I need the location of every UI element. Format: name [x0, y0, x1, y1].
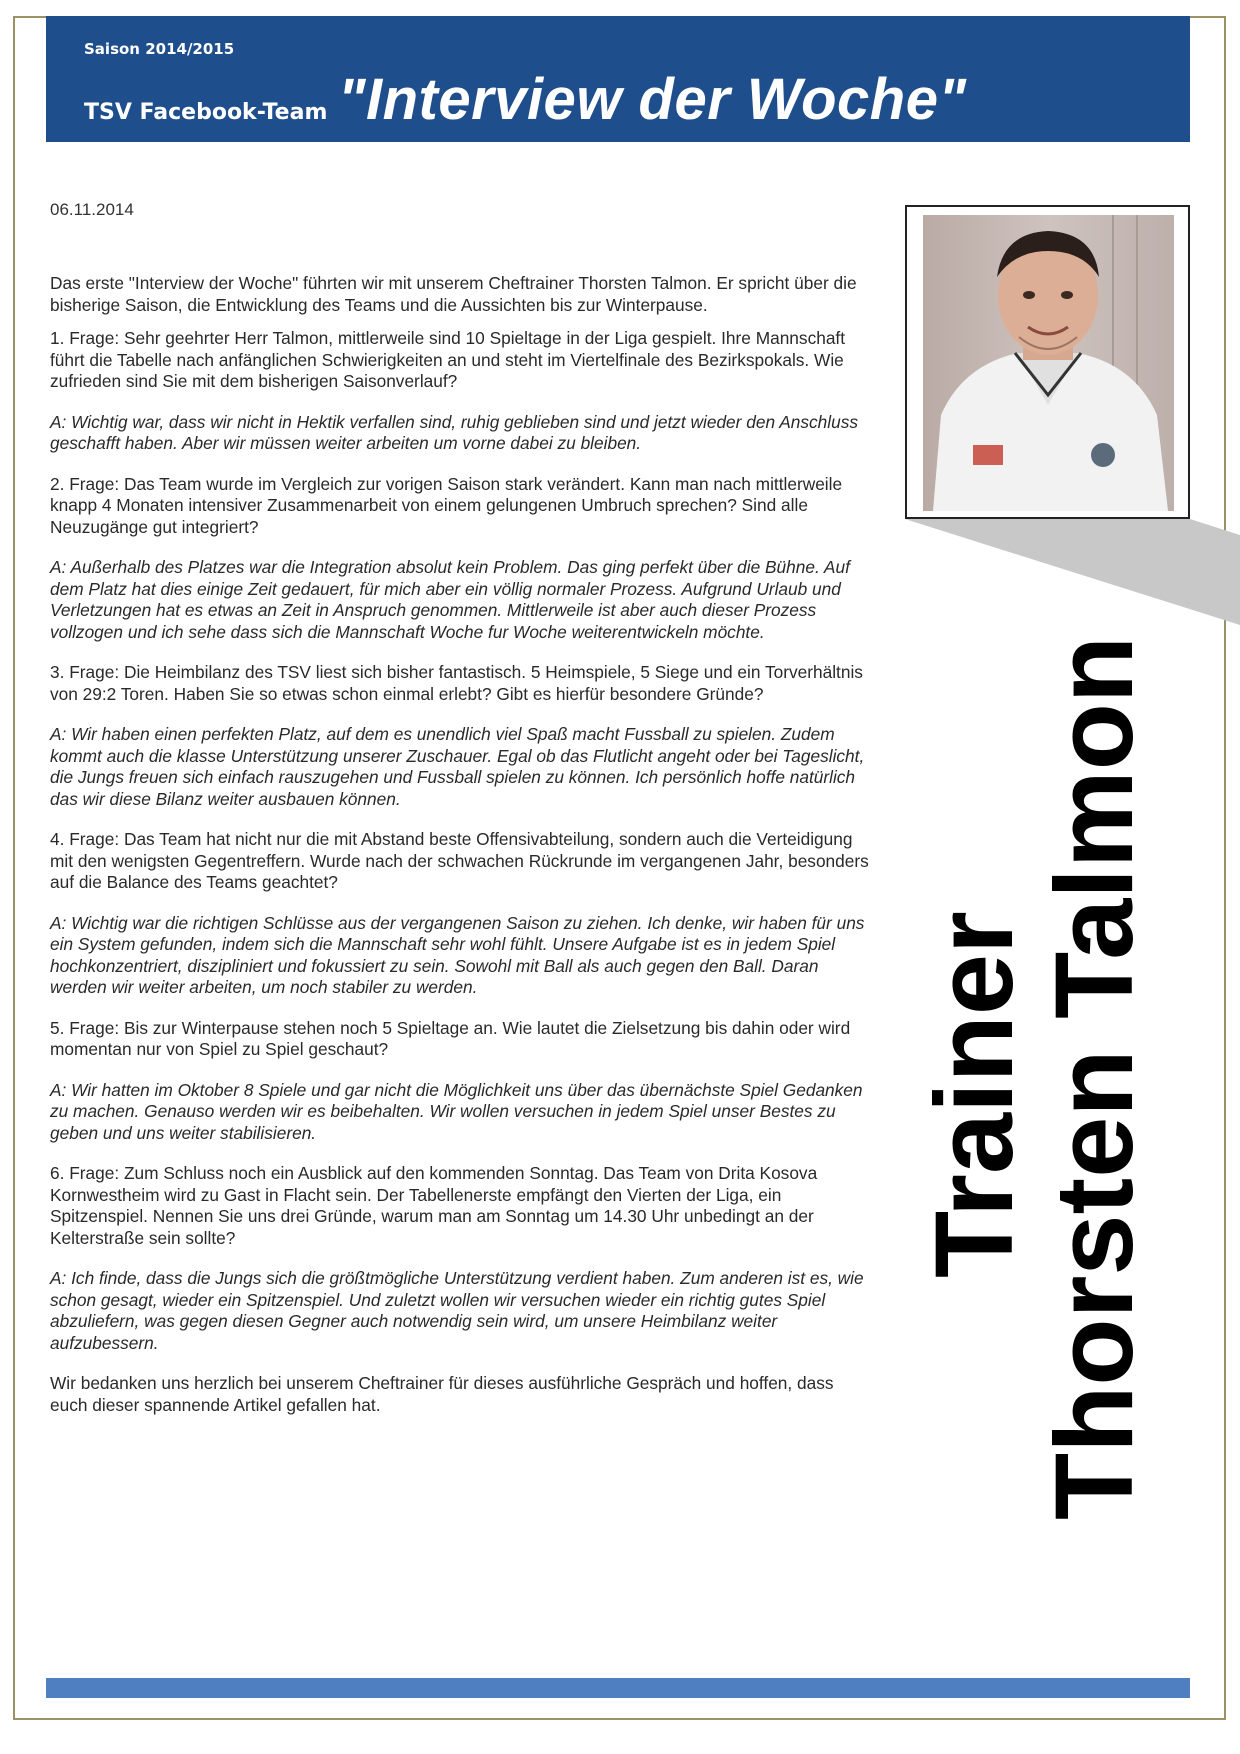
portrait-photo	[923, 215, 1174, 511]
article-intro: Das erste "Interview der Woche" führten wir mit unserem Cheftrainer Thorsten Talmon. Er spricht über die bisherige Saison, die Entwicklung des Teams und die Aussichten bis zur Winterpause.	[50, 273, 857, 315]
answer-4: A: Wichtig war die richtigen Schlüsse aus der vergangenen Saison zu ziehen. Ich denke, wir haben für uns ein System gefunden, indem sich die Mannschaft sehr wohl fühlt. Unsere Aufgabe ist es in jedem Spiel hochkonzentriert, diszipliniert und fokussiert zu sein. Sowohl mit Ball als auch gegen den Ball. Daran werden wir weiter arbeiten, um noch stabiler zu werden.	[50, 912, 865, 997]
article-date: 06.11.2014	[50, 200, 134, 219]
question-6: 6. Frage: Zum Schluss noch ein Ausblick auf den kommenden Sonntag. Das Team von Drita Kosova Kornwestheim wird zu Gast in Flacht sein. Der Tabellenerste empfängt den Vierten der Liga, ein Spitzenspiel. Nennen Sie uns drei Gründe, warum man am Sonntag um 14.30 Uhr unbedingt an der Kelterstraße sein sollte?	[50, 1163, 818, 1248]
answer-3: A: Wir haben einen perfekten Platz, auf dem es unendlich viel Spaß macht Fussball zu spielen. Zudem kommt auch die klasse Unterstützung unserer Zuschauer. Egal ob das Flutlicht angeht oder bei Tageslicht, die Jungs freuen sich einfach rauszugehen und Fussball spielen zu können. Ich persönlich hoffe natürlich das wir diese Bilanz weiter ausbauen können.	[50, 724, 865, 809]
question-3: 3. Frage: Die Heimbilanz des TSV liest sich bisher fantastisch. 5 Heimspiele, 5 Siege und ein Torverhältnis von 29:2 Toren. Haben Sie so etwas schon einmal erlebt? Gibt es hierfür besondere Gründe?	[50, 662, 863, 704]
answer-5: A: Wir hatten im Oktober 8 Spiele und gar nicht die Möglichkeit uns über das übernächste Spiel Gedanken zu machen. Genauso werden wir es beibehalten. Wir wollen versuchen in jedem Spiel unser Bestes zu geben und uns weiter stabilisieren.	[50, 1079, 863, 1143]
answer-2: A: Außerhalb des Platzes war die Integration absolut kein Problem. Das ging perfekt über die Bühne. Auf dem Platz hat dies einige Zeit gedauert, für mich aber ein völlig normaler Prozess. Aufgrund Urlaub und Verletzungen hat es etwas an Zeit in Anspruch genommen. Mittlerweile ist aber auch dieser Prozess vollzogen und ich sehe dass sich die Mannschaft Woche fur Woche weiterentwickeln möchte.	[50, 557, 850, 642]
season-label: Saison 2014/2015	[84, 40, 235, 58]
question-1: 1. Frage: Sehr geehrter Herr Talmon, mittlerweile sind 10 Spieltage in der Liga gespielt. Ihre Mannschaft führt die Tabelle nach anfänglichen Schwierigkeiten an und steht im Viertelfinale des Bezirkspokals. Wie zufrieden sind Sie mit dem bisherigen Saisonverlauf?	[50, 328, 846, 391]
question-5: 5. Frage: Bis zur Winterpause stehen noch 5 Spieltage an. Wie lautet die Zielsetzung bis dahin oder wird momentan nur von Spiel zu Spiel geschaut?	[50, 1017, 851, 1059]
sidebar-label-trainer: Trainer	[913, 911, 1036, 1278]
portrait-frame	[905, 205, 1190, 519]
footer-bar	[46, 1678, 1190, 1698]
answer-6: A: Ich finde, dass die Jungs sich die größtmögliche Unterstützung verdient haben. Zum anderen ist es, wie schon gesagt, wieder ein Spitzenspiel. Und zuletzt wollen wir versuchen wieder ein richtig gutes Spiel abzuliefern, was gegen diesen Gegner auch notwendig sein wird, um unsere Heimbilanz weiter aufzubessern.	[50, 1268, 864, 1353]
article-body	[50, 273, 870, 1416]
question-4: 4. Frage: Das Team hat nicht nur die mit Abstand beste Offensivabteilung, sondern auch die Verteidigung mit den wenigsten Gegentreffern. Wurde nach der schwachen Rückrunde im vergangenen Jahr, besonders auf die Balance des Teams geachtet?	[50, 829, 869, 892]
article-items	[50, 328, 870, 1416]
header-banner	[46, 16, 1190, 142]
closing-note: Wir bedanken uns herzlich bei unserem Cheftrainer für dieses ausführliche Gespräch und hoffen, dass euch dieser spannende Artikel gefallen hat.	[50, 1373, 834, 1415]
headline: "Interview der Woche"	[338, 67, 967, 132]
sidebar-label-name: Thorsten Talmon	[1033, 635, 1156, 1520]
team-label: TSV Facebook-Team	[84, 100, 328, 125]
answer-1: A: Wichtig war, dass wir nicht in Hektik verfallen sind, ruhig geblieben sind und jetzt wieder den Anschluss geschafft haben. Aber wir müssen weiter arbeiten um vorne dabei zu bleiben.	[50, 411, 858, 453]
question-2: 2. Frage: Das Team wurde im Vergleich zur vorigen Saison stark verändert. Kann man nach mittlerweile knapp 4 Monaten intensiver Zusammenarbeit von einem gelungenen Umbruch sprechen? Sind alle Neuzugänge gut integriert?	[50, 473, 843, 537]
